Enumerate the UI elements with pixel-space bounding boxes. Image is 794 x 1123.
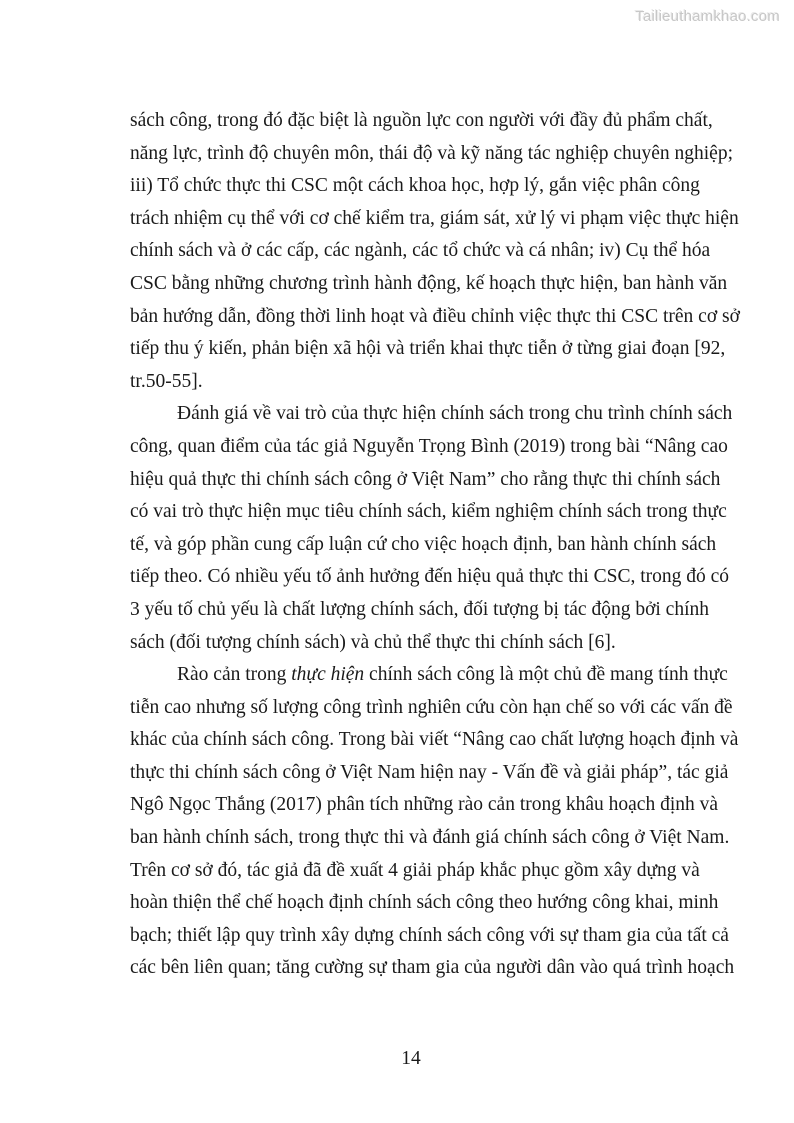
paragraph-line: [130, 659, 728, 692]
paragraph-line: 3 yếu tố chủ yếu là chất lượng chính sách, đối tượng bị tác động bởi chính: [130, 598, 709, 620]
paragraph-line: tr.50-55].: [130, 370, 203, 392]
paragraph-line: chính sách và ở các cấp, các ngành, các tổ chức và cá nhân; iv) Cụ thể hóa: [130, 240, 711, 262]
paragraph-line: Ngô Ngọc Thắng (2017) phân tích những rào cản trong khâu hoạch định và: [130, 794, 719, 816]
paragraph-line: các bên liên quan; tăng cường sự tham gia của người dân vào quá trình hoạch: [130, 957, 735, 979]
paragraph-line: trách nhiệm cụ thể với cơ chế kiểm tra, giám sát, xử lý vi phạm việc thực hiện: [130, 207, 739, 229]
paragraph-text: chính sách công là một chủ đề mang tính thực: [364, 664, 728, 686]
paragraph-line: sách công, trong đó đặc biệt là nguồn lực con người với đầy đủ phẩm chất,: [130, 110, 713, 131]
paragraph-line: bản hướng dẫn, đồng thời linh hoạt và điều chỉnh việc thực thi CSC trên cơ sở: [130, 305, 740, 327]
paragraph-line: thực thi chính sách công ở Việt Nam hiện nay - Vấn đề và giải pháp”, tác giả: [130, 761, 729, 783]
paragraph-line: tế, và góp phần cung cấp luận cứ cho việc hoạch định, ban hành chính sách: [130, 533, 717, 555]
paragraph-line: tiếp theo. Có nhiều yếu tố ảnh hưởng đến hiệu quả thực thi CSC, trong đó có: [130, 566, 730, 588]
paragraph-line: Trên cơ sở đó, tác giả đã đề xuất 4 giải pháp khắc phục gồm xây dựng và: [130, 859, 700, 881]
paragraph-text-italic: thực hiện: [291, 664, 365, 686]
paragraph-line: Đánh giá về vai trò của thực hiện chính sách trong chu trình chính sách: [177, 403, 733, 425]
paragraph-line: iii) Tổ chức thực thi CSC một cách khoa học, hợp lý, gắn việc phân công: [130, 175, 700, 197]
paragraph-line: bạch; thiết lập quy trình xây dựng chính sách công với sự tham gia của tất cả: [130, 924, 729, 946]
paragraph-line: tiễn cao nhưng số lượng công trình nghiên cứu còn hạn chế so với các vấn đề: [130, 696, 733, 718]
paragraph-line: hoàn thiện thể chế hoạch định chính sách công theo hướng công khai, minh: [130, 892, 719, 914]
paragraph-line: tiếp thu ý kiến, phản biện xã hội và triển khai thực tiễn ở từng giai đoạn [92,: [130, 338, 726, 360]
paragraph-text: Rào cản trong: [177, 664, 292, 686]
paragraph-line: ban hành chính sách, trong thực thi và đánh giá chính sách công ở Việt Nam.: [130, 827, 730, 849]
watermark: Tailieuthamkhao.com: [635, 8, 780, 25]
paragraph-line: hiệu quả thực thi chính sách công ở Việt Nam” cho rằng thực thi chính sách: [130, 468, 721, 490]
text-block: [130, 105, 740, 985]
paragraph-line: năng lực, trình độ chuyên môn, thái độ và kỹ năng tác nghiệp chuyên nghiệp;: [130, 142, 734, 164]
paragraph-line: có vai trò thực hiện mục tiêu chính sách, kiểm nghiệm chính sách trong thực: [130, 501, 727, 523]
page-number: 14: [401, 1048, 421, 1069]
paragraph-line: công, quan điểm của tác giả Nguyễn Trọng Bình (2019) trong bài “Nâng cao: [130, 435, 728, 457]
paragraph-line: khác của chính sách công. Trong bài viết “Nâng cao chất lượng hoạch định và: [130, 729, 739, 751]
paragraph-line: CSC bằng những chương trình hành động, kế hoạch thực hiện, ban hành văn: [130, 272, 728, 294]
paragraph-line: sách (đối tượng chính sách) và chủ thể thực thi chính sách [6].: [130, 631, 616, 653]
